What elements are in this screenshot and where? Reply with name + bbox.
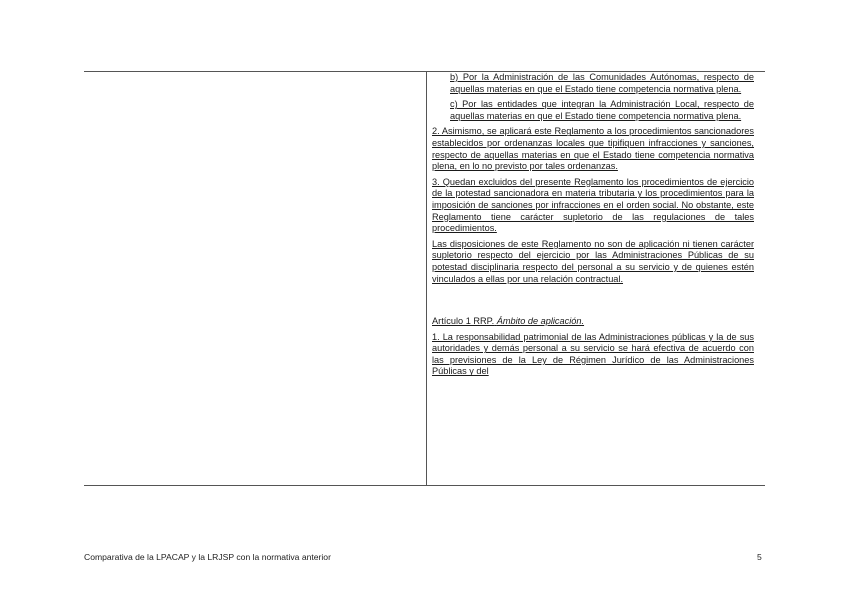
- paragraph-c: c) Por las entidades que integran la Administración Local, respecto de aquellas materias en que el Estado tiene competencia normativa plena.: [450, 99, 754, 121]
- article-heading-title: Ámbito de aplicación.: [496, 316, 585, 327]
- article-heading: [432, 316, 754, 328]
- paragraph-b: b) Por la Administración de las Comunidades Autónomas, respecto de aquellas materias en que el Estado tiene competencia normativa plena.: [450, 72, 754, 94]
- footer-title: Comparativa de la LPACAP y la LRJSP con la normativa anterior: [84, 552, 331, 562]
- paragraph-3: 3. Quedan excluidos del presente Reglamento los procedimientos de ejercicio de la potestad sancionadora en materia tributaria y los procedimientos para la imposición de sanciones por infracciones en el orden social. No obstante, este Reglamento tiene carácter supletorio de las regulaciones de tales procedimientos.: [432, 176, 754, 234]
- spacer: [432, 289, 754, 316]
- page-number: 5: [757, 552, 762, 562]
- column-divider: [426, 71, 427, 485]
- right-column: [432, 72, 754, 382]
- paragraph-2: 2. Asimismo, se aplicará este Reglamento a los procedimientos sancionadores establecidos por ordenanzas locales que tipifiquen infracciones y sanciones, respecto de aquellas materias en que el Estado tiene competencia normativa plena, en lo no previsto por tales ordenanzas.: [432, 126, 754, 172]
- article-paragraph-1: 1. La responsabilidad patrimonial de las Administraciones públicas y la de sus autoridades y demás personal a su servicio se hará efectiva de acuerdo con las previsiones de la Ley de Régimen Jurídico de las Administraciones Públicas y del: [432, 331, 754, 377]
- paragraph-disposiciones: Las disposiciones de este Reglamento no son de aplicación ni tienen carácter supletorio respecto del ejercicio por las Administraciones Públicas de su potestad disciplinaria respecto del personal a su servicio y de quienes estén vinculados a ellas por una relación contractual.: [432, 238, 754, 284]
- article-heading-label: Artículo 1 RRP.: [432, 316, 495, 327]
